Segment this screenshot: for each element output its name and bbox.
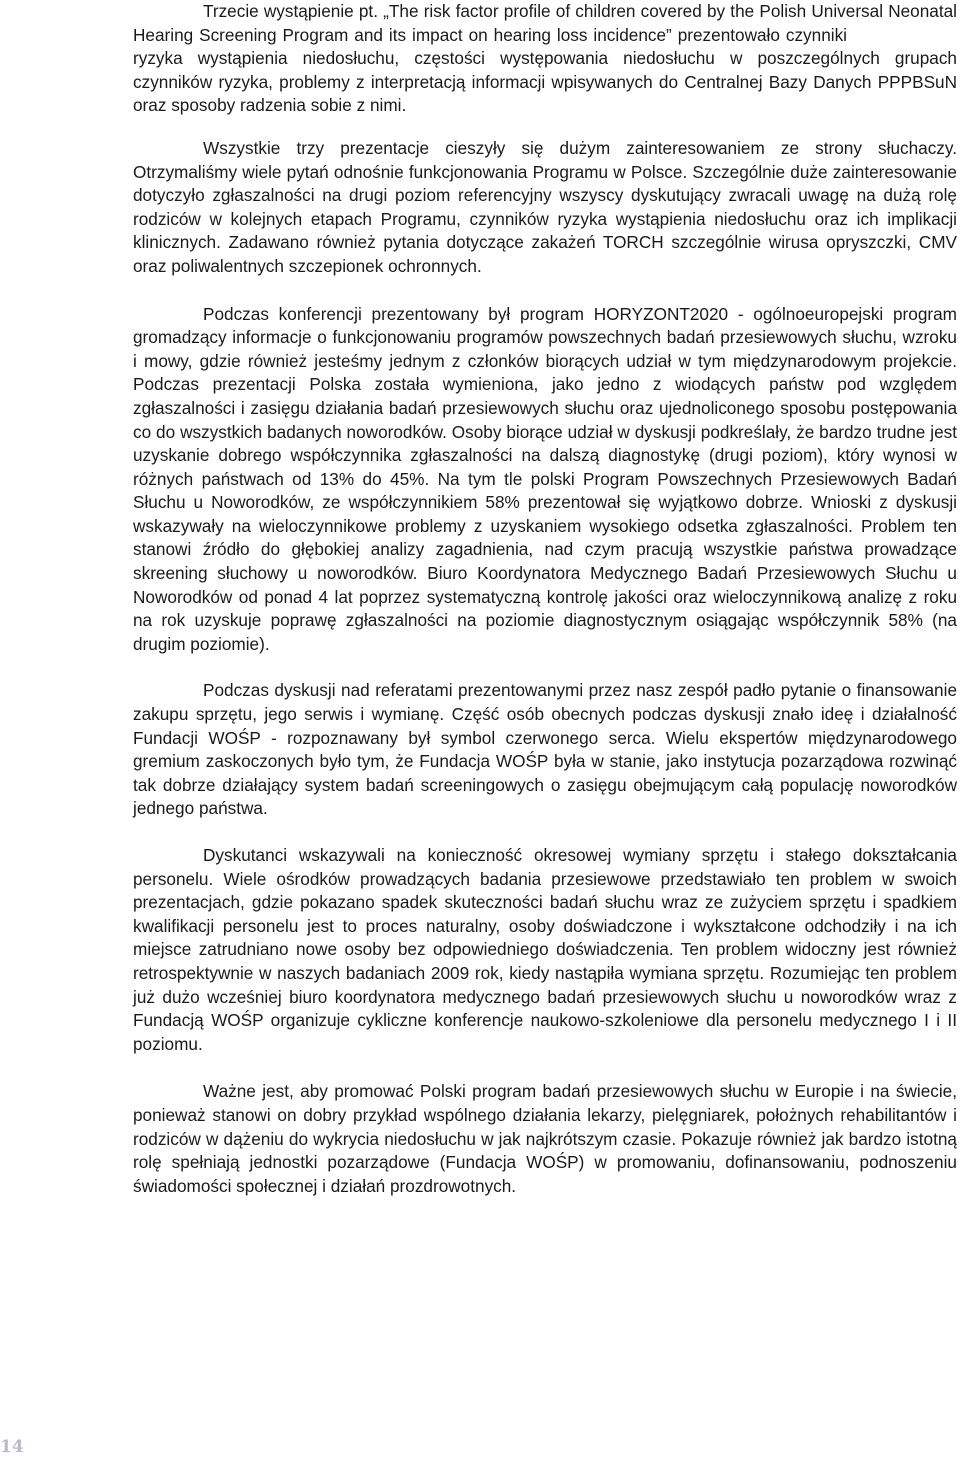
paragraph-text-before-gap: Trzecie wystąpienie pt. „The risk factor profile of children covered by the Polish Universal Neonatal Hearing Screening Program and its impact on hearing loss incidence” prezentowało czynniki: [133, 1, 957, 45]
paragraph-equipment-training: Dyskutanci wskazywali na konieczność okresowej wymiany sprzętu i stałego dokształcania personelu. Wiele ośrodków prowadzących badania przesiewowe przedstawiało ten problem w swoich prezentacjach, gdzie pokazano spadek skuteczności badań słuchu wraz ze zużyciem sprzętu i spadkiem kwalifikacji personelu jest to proces naturalny, osoby doświadczone i wykształcone odchodziły i na ich miejsce zatrudniano nowe osoby bez odpowiedniego doświadczenia. Ten problem widoczny jest również retrospektywnie w naszych badaniach 2009 rok, kiedy nastąpiła wymiana sprzętu. Rozumiejąc ten problem już dużo wcześniej biuro koordynatora medycznego badań przesiewowych słuchu u noworodków wraz z Fundacją WOŚP organizuje cykliczne konferencje naukowo-szkoleniowe dla personelu medycznego I i II poziomu.: [133, 845, 957, 1054]
paragraph-horizon-2020: Podczas konferencji prezentowany był program HORYZONT2020 - ogólnoeuropejski program gromadzący informacje o funkcjonowaniu programów powszechnych badań przesiewowych słuchu, wzroku i mowy, gdzie również jesteśmy jednym z członków biorących udział w tym międzynarodowym projekcie. Podczas prezentacji Polska została wymieniona, jako jedno z wiodących państw pod względem zgłaszalności i zasięgu działania badań przesiewowych słuchu oraz ujednoliconego sposobu postępowania co do wszystkich badanych noworodków. Osoby biorące udział w dyskusji podkreślały, że bardzo trudne jest uzyskanie dobrego współczynnika zgłaszalności na dalszą diagnostykę (drugi poziom), który wynosi w różnych państwach od 13% do 45%. Na tym tle polski Program Powszechnych Przesiewowych Badań Słuchu u Noworodków, ze współczynnikiem 58% prezentował się wyjątkowo dobrze. Wnioski z dyskusji wskazywały na wieloczynnikowe problemy z uzyskaniem wysokiego odsetka zgłaszalności. Problem ten stanowi źródło do głębokiej analizy zagadnienia, nad czym pracują wszystkie państwa prowadzące skreening słuchowy u noworodków. Biuro Koordynatora Medycznego Badań Przesiewowych Słuchu u Noworodków od ponad 4 lat poprzez systematyczną kontrolę jakości oraz wieloczynnikową analizę z roku na rok uzyskuje poprawę zgłaszalności na poziomie diagnostycznym osiągając współczynnik 58% (na drugim poziomie).: [133, 303, 957, 654]
paragraph-promotion: Ważne jest, aby promować Polski program badań przesiewowych słuchu w Europie i na świecie, ponieważ stanowi on dobry przykład wspólnego działania lekarzy, pielęgniarek, położnych rehabilitantów i rodziców w dążeniu do wykrycia niedosłuchu w jak najkrótszym czasie. Pokazuje również jak bardzo istotną rolę spełniają jednostki pozarządowe (Fundacja WOŚP) w promowaniu, dofinansowaniu, podnoszeniu świadomości społecznej i działań prozdrowotnych.: [133, 1081, 957, 1196]
page-number: 14: [0, 1437, 24, 1457]
document-page: [133, 0, 957, 1198]
paragraph-audience-interest: Wszystkie trzy prezentacje cieszyły się dużym zainteresowaniem ze strony słuchaczy. Otrzymaliśmy wiele pytań odnośnie funkcjonowania Programu w Polsce. Szczególnie duże zainteresowanie dotyczyło zgłaszalności na drugi poziom referencyjny wszyscy dyskutujący zwracali uwagę na dużą rolę rodziców w kolejnych etapach Programu, czynników ryzyka wystąpienia niedosłuchu oraz ich implikacji klinicznych. Zadawano również pytania dotyczące zakażeń TORCH szczególnie wirusa opryszczki, CMV oraz poliwalentnych szczepionek ochronnych.: [133, 137, 957, 276]
paragraph-funding-discussion: Podczas dyskusji nad referatami prezentowanymi przez nasz zespół padło pytanie o finansowanie zakupu sprzętu, jego serwis i wymianę. Część osób obecnych podczas dyskusji znało ideę i działalność Fundacji WOŚP - rozpoznawany był symbol czerwonego serca. Wielu ekspertów międzynarodowego gremium zaskoczonych było tym, że Fundacja WOŚP była w stanie, jako instytucja pozarządowa rozwinąć tak dobrze działający system badań screeningowych o zasięgu obejmującym całą populację noworodków jednego państwa.: [133, 680, 957, 819]
paragraph-third-presentation: [133, 0, 957, 118]
paragraph-text-after-gap: ryzyka wystąpienia niedosłuchu, częstości występowania niedosłuchu w poszczególnych grupach czynników ryzyka, problemy z interpretacją informacji wpisywanych do Centralnej Bazy Danych PPPBSuN oraz sposoby radzenia sobie z nimi.: [133, 48, 957, 116]
